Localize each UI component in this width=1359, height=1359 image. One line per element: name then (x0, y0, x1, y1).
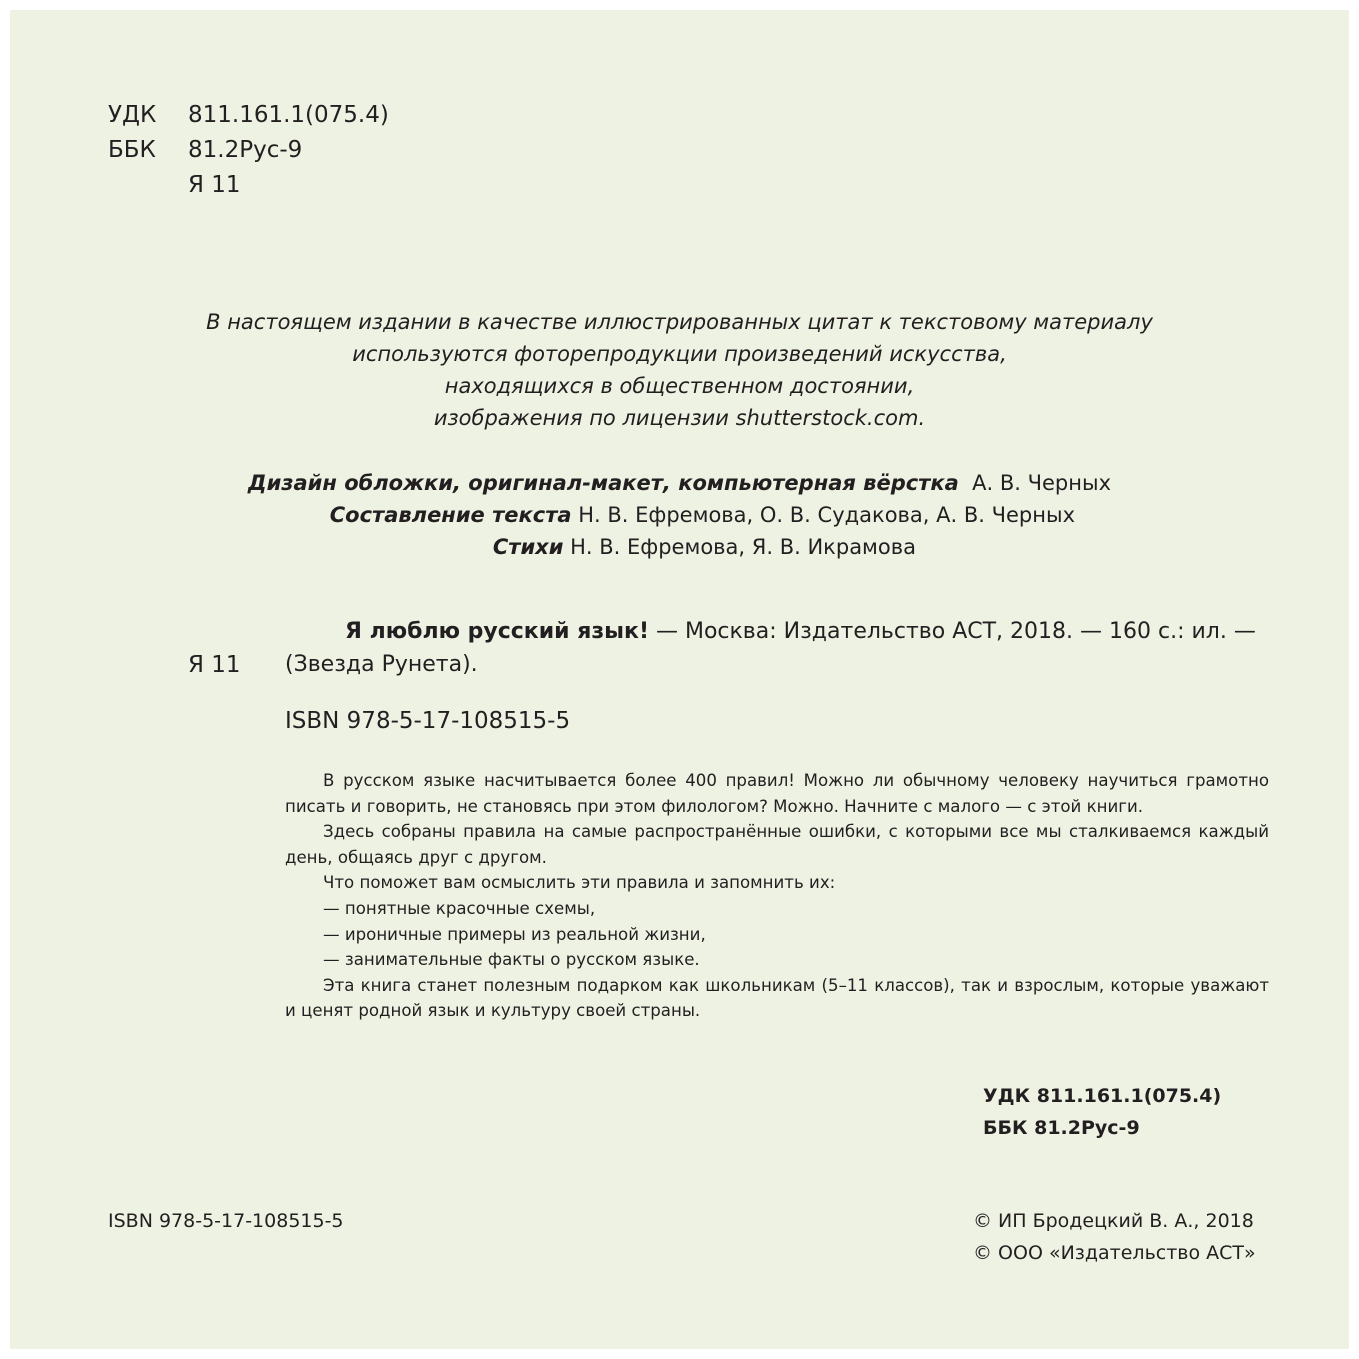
bottom-bbk: ББК 81.2Рус-9 (983, 1117, 1140, 1139)
bib-title-line (345, 615, 1256, 649)
classification-block (108, 98, 428, 208)
isbn-main: ISBN 978-5-17-108515-5 (285, 708, 571, 734)
description-list-item: — занимательные факты о русском языке. (323, 950, 700, 970)
author-mark: Я 11 (188, 172, 241, 198)
credit-design (248, 467, 1111, 499)
credit-role: Составление текста (329, 503, 572, 527)
notice-line: изображения по лицензии shutterstock.com. (433, 406, 926, 430)
credit-text (330, 499, 1075, 531)
description-paragraph: В русском языке насчитывается более 400 правил! Можно ли обычному человеку научиться грамотно писать и говорить, не становясь при этом филологом? Можно. Начните с малого — с этой книги. (285, 771, 1269, 816)
notice-line: находящихся в общественном достоянии, (444, 374, 915, 398)
credit-role: Стихи (492, 535, 564, 559)
description-paragraph: Эта книга станет полезным подарком как школьникам (5–11 классов), так и взрослым, которые уважают и ценят родной язык и культуру своей страны. (285, 975, 1269, 1021)
book-imprint: — Москва: Издательство АСТ, 2018. — 160 с.: ил. — (655, 619, 1256, 644)
book-description (285, 768, 1269, 1024)
copyright-line: © ИП Бродецкий В. А., 2018 (973, 1210, 1254, 1232)
copyright-block (973, 1205, 1256, 1269)
notice-line: используются фоторепродукции произведений искусства, (352, 342, 1007, 366)
bottom-codes (983, 1080, 1221, 1144)
bottom-udk: УДК 811.161.1(075.4) (983, 1085, 1222, 1107)
udk-value: 811.161.1(075.4) (188, 102, 389, 128)
notice-line: В настоящем издании в качестве иллюстрированных цитат к текстовому материалу (206, 310, 1153, 334)
bbk-label: ББК (108, 137, 156, 163)
credit-poems (493, 531, 916, 563)
description-list-item: — ироничные примеры из реальной жизни, (323, 924, 706, 944)
illustration-notice (0, 306, 1359, 434)
description-paragraph: Что поможет вам осмыслить эти правила и запомнить их: (323, 873, 836, 893)
bbk-value: 81.2Рус-9 (188, 137, 303, 163)
udk-label: УДК (108, 102, 157, 128)
book-series: (Звезда Рунета). (285, 652, 478, 677)
description-paragraph: Здесь собраны правила на самые распространённые ошибки, с которыми все мы сталкиваемся каждый день, общаясь друг с другом. (285, 822, 1269, 867)
copyright-line: © ООО «Издательство АСТ» (973, 1242, 1256, 1264)
imprint-page (10, 10, 1349, 1349)
book-title: Я люблю русский язык! (345, 619, 649, 644)
credit-names: Н. В. Ефремова, Я. В. Икрамова (570, 535, 916, 559)
bib-mark: Я 11 (188, 652, 241, 678)
description-list-item: — понятные красочные схемы, (323, 898, 596, 918)
credit-role: Дизайн обложки, оригинал-макет, компьютерная вёрстка (247, 471, 959, 495)
credit-names: А. В. Черных (972, 471, 1111, 495)
footer-isbn: ISBN 978-5-17-108515-5 (108, 1210, 344, 1232)
credit-names: Н. В. Ефремова, О. В. Судакова, А. В. Черных (578, 503, 1075, 527)
